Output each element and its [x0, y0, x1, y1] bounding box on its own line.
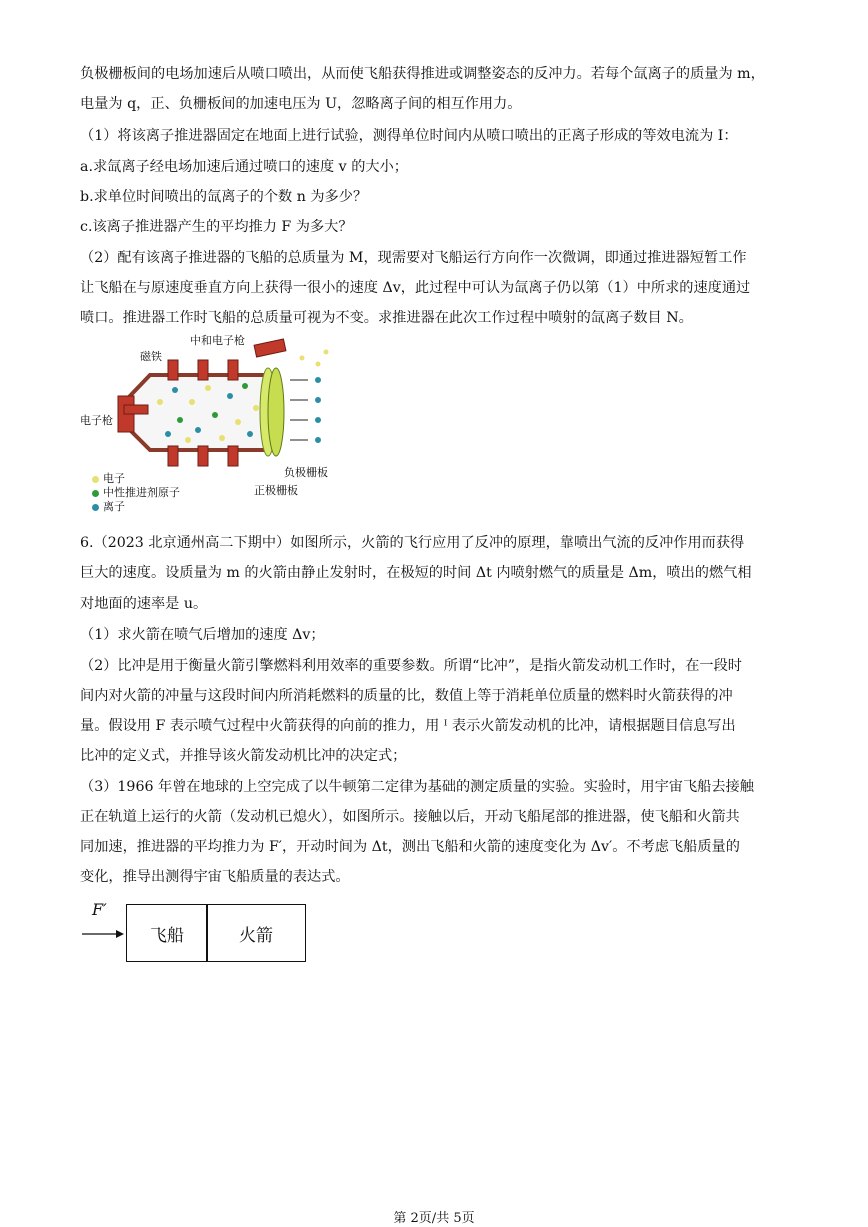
legend-neutral-atom	[92, 486, 180, 500]
text-line-1: 负极栅板间的电场加速后从喷口喷出，从而使飞船获得推进或调整姿态的反冲力。若每个氙离子的质量为 m，	[80, 66, 765, 82]
q6-line-8: 比冲的定义式，并推导该火箭发动机比冲的决定式；	[80, 748, 407, 764]
rocket-box	[206, 904, 306, 962]
label-neutralizer-gun: 中和电子枪	[190, 334, 245, 347]
ship-rocket-diagram	[80, 898, 310, 958]
text-line-8: 让飞船在与原速度垂直方向上获得一很小的速度 Δv，此过程中可认为氙离子仍以第（1）中所求的速度通过	[80, 280, 751, 296]
label-electron-gun: 电子枪	[80, 414, 113, 427]
legend-ion	[92, 500, 180, 514]
text-line-2: 电量为 q，正、负栅板间的加速电压为 U，忽略离子间的相互作用力。	[80, 96, 522, 112]
q6-line-4: （1）求火箭在喷气后增加的速度 Δv；	[80, 627, 325, 643]
force-label: F′	[92, 900, 107, 919]
q6-line-1: 6.（2023 北京通州高二下期中）如图所示，火箭的飞行应用了反冲的原理，靠喷出气流的反冲作用而获得	[80, 535, 745, 551]
electron-dot-icon	[92, 476, 99, 483]
text-line-5: b.求单位时间喷出的氙离子的个数 n 为多少？	[80, 189, 368, 205]
ion-dot-icon	[92, 504, 99, 511]
label-negative-grid: 负极栅板	[284, 466, 328, 479]
q6-line-7: 量。假设用 F 表示喷气过程中火箭获得的向前的推力，用 ᴵ 表示火箭发动机的比冲，请根据题目信息写出	[80, 718, 736, 734]
q6-line-12: 变化，推导出测得宇宙飞船质量的表达式。	[80, 869, 350, 885]
label-magnet: 磁铁	[140, 350, 162, 363]
legend-neutral-atom-text: 中性推进剂原子	[103, 486, 180, 499]
neutral-atom-dot-icon	[92, 490, 99, 497]
text-line-6: c.该离子推进器产生的平均推力 F 为多大？	[80, 219, 353, 235]
q6-line-6: 间内对火箭的冲量与这段时间内所消耗燃料的质量的比，数值上等于消耗单位质量的燃料时火箭获得的冲	[80, 688, 733, 704]
figure-legend	[92, 472, 180, 514]
label-positive-grid: 正极栅板	[254, 484, 298, 497]
q6-line-3: 对地面的速率是 u。	[80, 596, 208, 612]
text-line-4: a.求氙离子经电场加速后通过喷口的速度 v 的大小；	[80, 159, 408, 175]
legend-ion-text: 离子	[103, 500, 125, 513]
q6-line-5: （2）比冲是用于衡量火箭引擎燃料利用效率的重要参数。所谓“比冲”，是指火箭发动机工作时，在一段时	[80, 658, 742, 674]
spaceship-box	[126, 904, 208, 962]
q6-line-9: （3）1966 年曾在地球的上空完成了以牛顿第二定律为基础的测定质量的实验。实验时，用宇宙飞船去接触	[80, 779, 754, 795]
text-line-7: （2）配有该离子推进器的飞船的总质量为 M，现需要对飞船运行方向作一次微调，即通过推进器短暂工作	[80, 250, 747, 266]
q6-line-11: 同加速，推进器的平均推力为 F′，开动时间为 Δt，测出飞船和火箭的速度变化为 Δv′。不考虑飞船质量的	[80, 839, 740, 855]
q6-line-2: 巨大的速度。设质量为 m 的火箭由静止发射时，在极短的时间 Δt 内喷射燃气的质量是 Δm，喷出的燃气相	[80, 565, 752, 581]
q6-line-10: 正在轨道上运行的火箭（发动机已熄火），如图所示。接触以后，开动飞船尾部的推进器，使飞船和火箭共	[80, 809, 740, 825]
text-line-3: （1）将该离子推进器固定在地面上进行试验，测得单位时间内从喷口喷出的正离子形成的等效电流为 I：	[80, 128, 738, 144]
legend-electron	[92, 472, 180, 486]
spaceship-label: 飞船	[150, 925, 184, 946]
rocket-label: 火箭	[239, 925, 273, 946]
text-line-9: 喷口。推进器工作时飞船的总质量可视为不变。求推进器在此次工作过程中喷射的氙离子数目 N。	[80, 310, 693, 326]
page-footer: 第 2页/共 5页	[393, 1211, 475, 1226]
legend-electron-text: 电子	[103, 472, 125, 485]
